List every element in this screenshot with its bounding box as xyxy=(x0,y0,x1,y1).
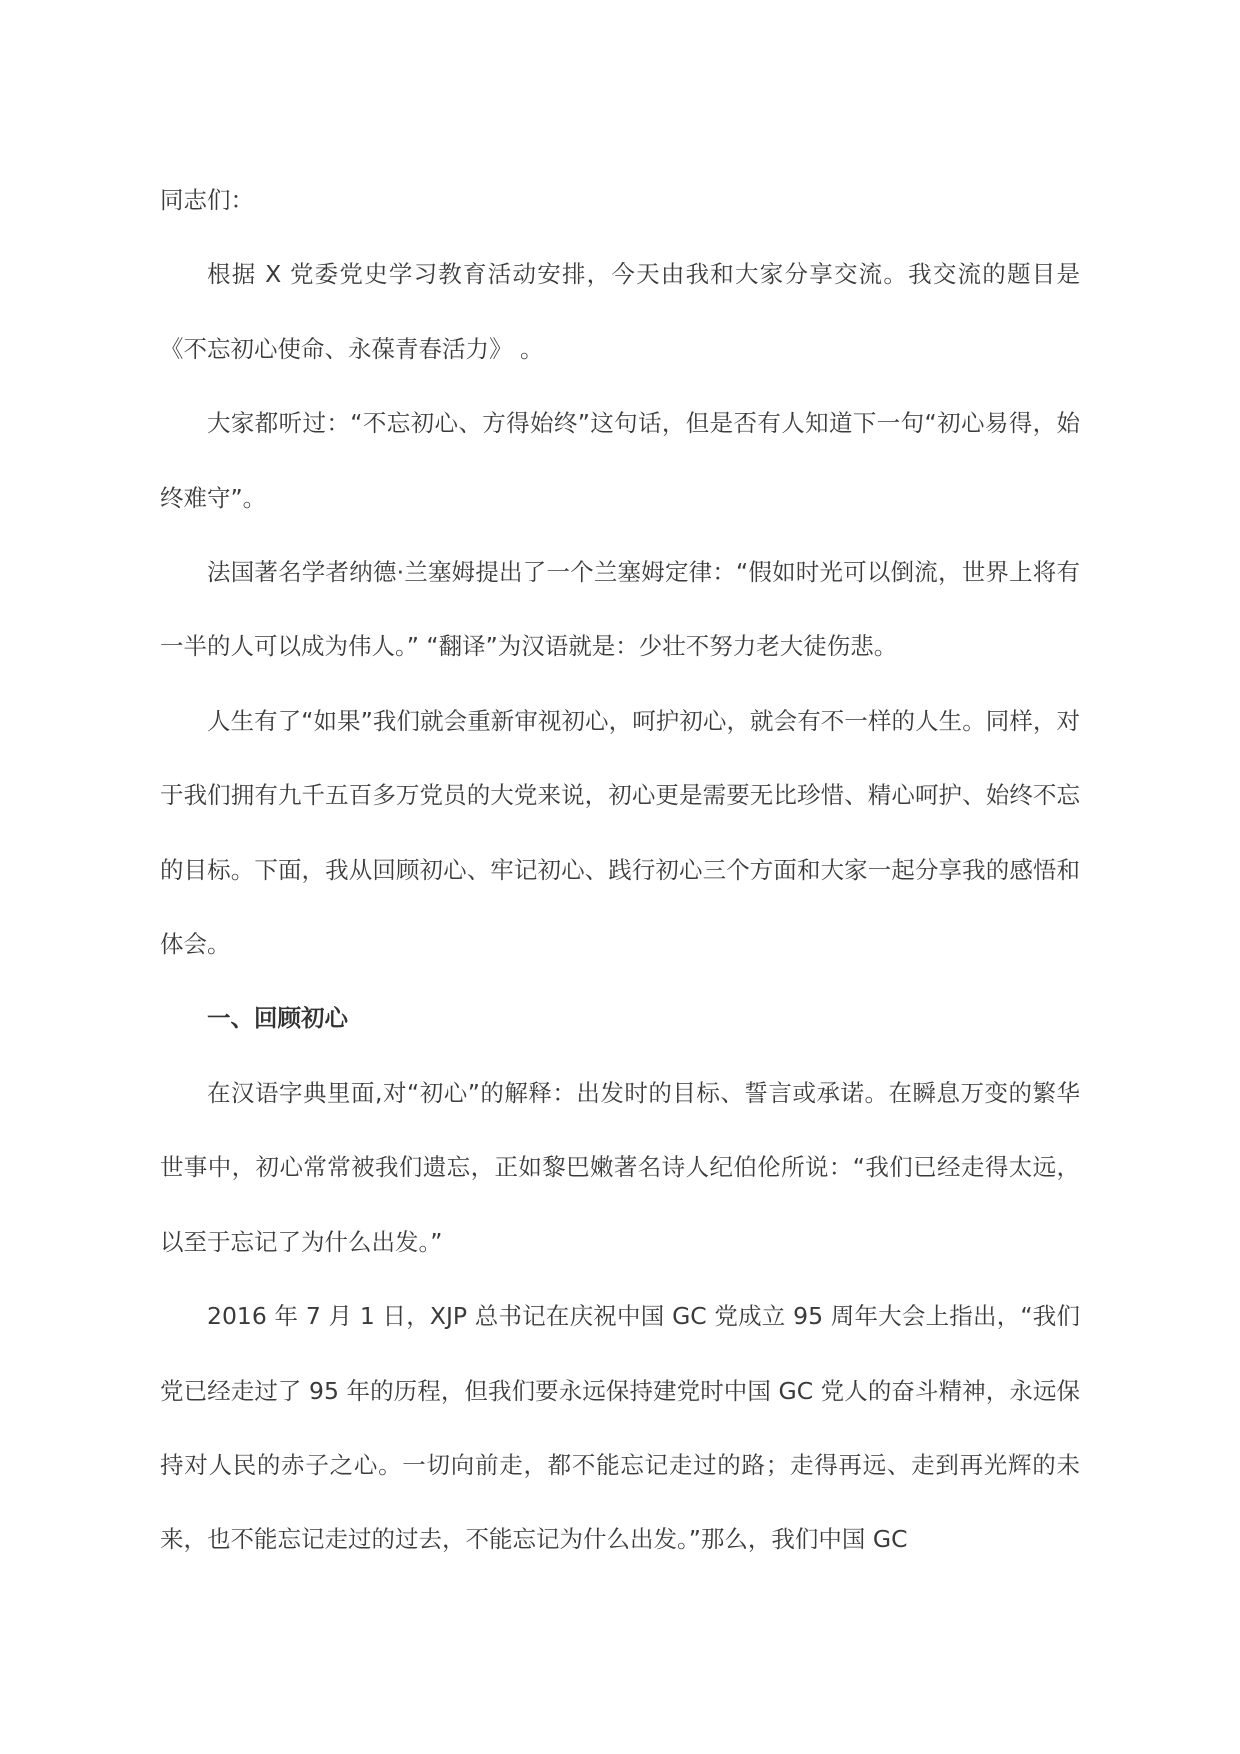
salutation: 同志们： xyxy=(160,186,254,214)
paragraph-saying: 大家都听过：“不忘初心、方得始终”这句话，但是否有人知道下一句“初心易得，始终难守”。 xyxy=(160,409,1080,512)
paragraph-intro: 根据 X 党委党史学习教育活动安排，今天由我和大家分享交流。我交流的题目是《不忘初心使命、永葆青春活力》 。 xyxy=(160,260,1080,363)
section-heading: 一、回顾初心 xyxy=(207,1004,348,1033)
paragraph-ransom-law: 法国著名学者纳德·兰塞姆提出了一个兰塞姆定律：“假如时光可以倒流，世界上将有一半的人可以成为伟人。” “翻译”为汉语就是：少壮不努力老大徒伤悲。 xyxy=(160,558,1080,661)
paragraph-definition: 在汉语字典里面,对“初心”的解释：出发时的目标、誓言或承诺。在瞬息万变的繁华世事中，初心常常被我们遗忘，正如黎巴嫩著名诗人纪伯伦所说：“我们已经走得太远，以至于忘记了为什么出发。” xyxy=(160,1078,1080,1256)
document-body xyxy=(160,163,1080,1577)
paragraph-outline: 人生有了“如果”我们就会重新审视初心，呵护初心，就会有不一样的人生。同样，对于我们拥有九千五百多万党员的大党来说，初心更是需要无比珍惜、精心呵护、始终不忘的目标。下面，我从回顾初心、牢记初心、践行初心三个方面和大家一起分享我的感悟和体会。 xyxy=(160,706,1080,959)
paragraph-speech-quote: 2016 年 7 月 1 日，XJP 总书记在庆祝中国 GC 党成立 95 周年大会上指出，“我们党已经走过了 95 年的历程，但我们要永远保持建党时中国 GC 党人的奋斗精神，永远保持对人民的赤子之心。一切向前走，都不能忘记走过的路；走得再远、走到再光辉的未来，也不能忘记走过的过去，不能忘记为什么出发。”那么，我们中国 GC xyxy=(160,1302,1080,1554)
